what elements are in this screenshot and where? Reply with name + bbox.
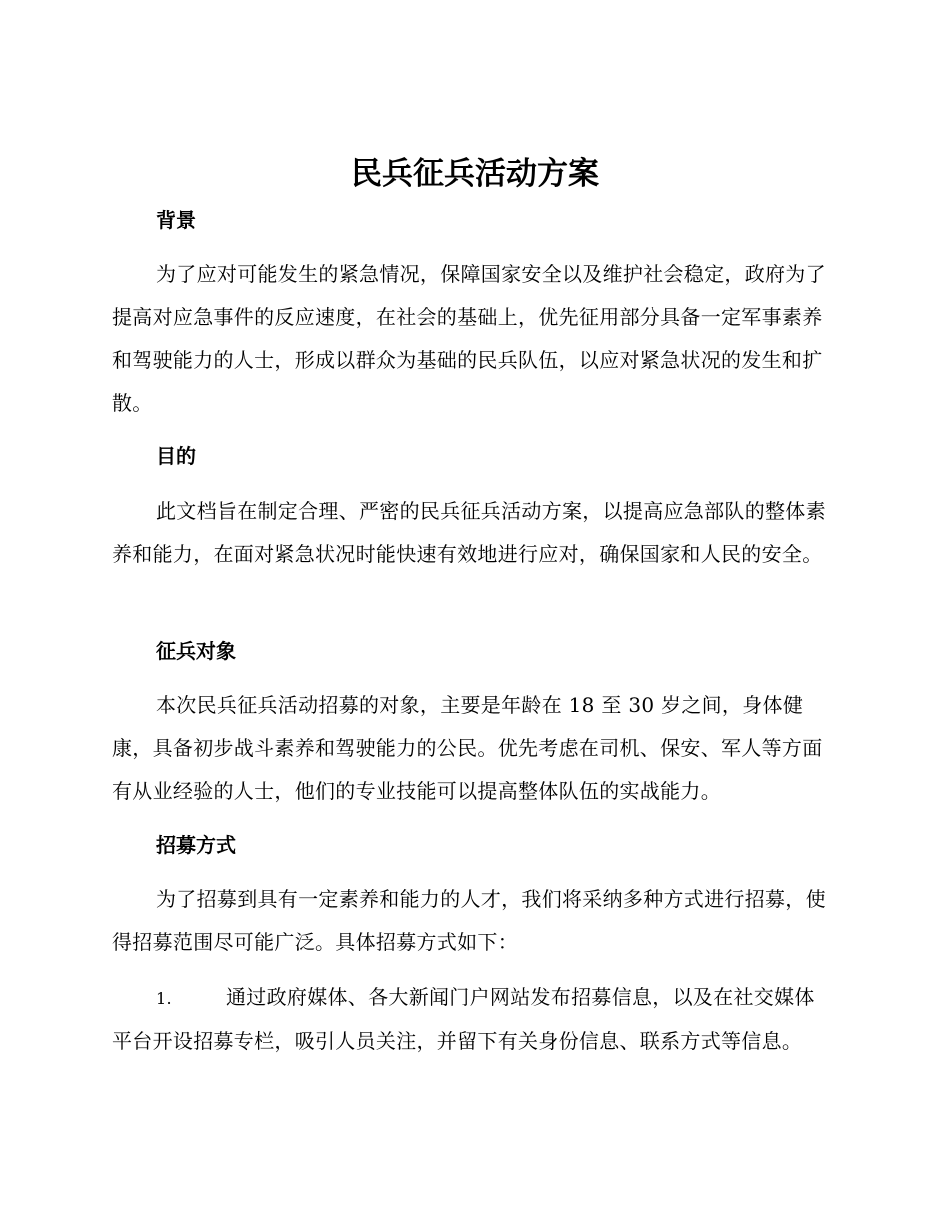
section-heading-recruit-target: 征兵对象	[156, 639, 236, 663]
section-paragraph-purpose: 此文档旨在制定合理、严密的民兵征兵活动方案，以提高应急部队的整体素养和能力，在面对紧急状况时能快速有效地进行应对，确保国家和人民的安全。	[112, 499, 826, 566]
section-heading-purpose: 目的	[156, 444, 196, 468]
section-heading-background: 背景	[156, 208, 196, 232]
document-title: 民兵征兵活动方案	[351, 156, 599, 192]
section-paragraph-recruit-method: 为了招募到具有一定素养和能力的人才，我们将采纳多种方式进行招募，使得招募范围尽可能广泛。具体招募方式如下：	[112, 887, 826, 954]
section-paragraph-recruit-target: 本次民兵征兵活动招募的对象，主要是年龄在 18 至 30 岁之间，身体健康，具备初步战斗素养和驾驶能力的公民。优先考虑在司机、保安、军人等方面有从业经验的人士，他们的专业技能可以提高整体队伍的实战能力。	[112, 693, 823, 803]
section-paragraph-background: 为了应对可能发生的紧急情况，保障国家安全以及维护社会稳定，政府为了提高对应急事件的反应速度，在社会的基础上，优先征用部分具备一定军事素养和驾驶能力的人士，形成以群众为基础的民兵队伍，以应对紧急状况的发生和扩散。	[112, 262, 826, 415]
section-heading-recruit-method: 招募方式	[156, 833, 236, 857]
list-item-text: 通过政府媒体、各大新闻门户网站发布招募信息，以及在社交媒体平台开设招募专栏，吸引人员关注，并留下有关身份信息、联系方式等信息。	[112, 985, 815, 1053]
list-item-number: 1.	[156, 989, 172, 1008]
list-item	[112, 976, 834, 1063]
